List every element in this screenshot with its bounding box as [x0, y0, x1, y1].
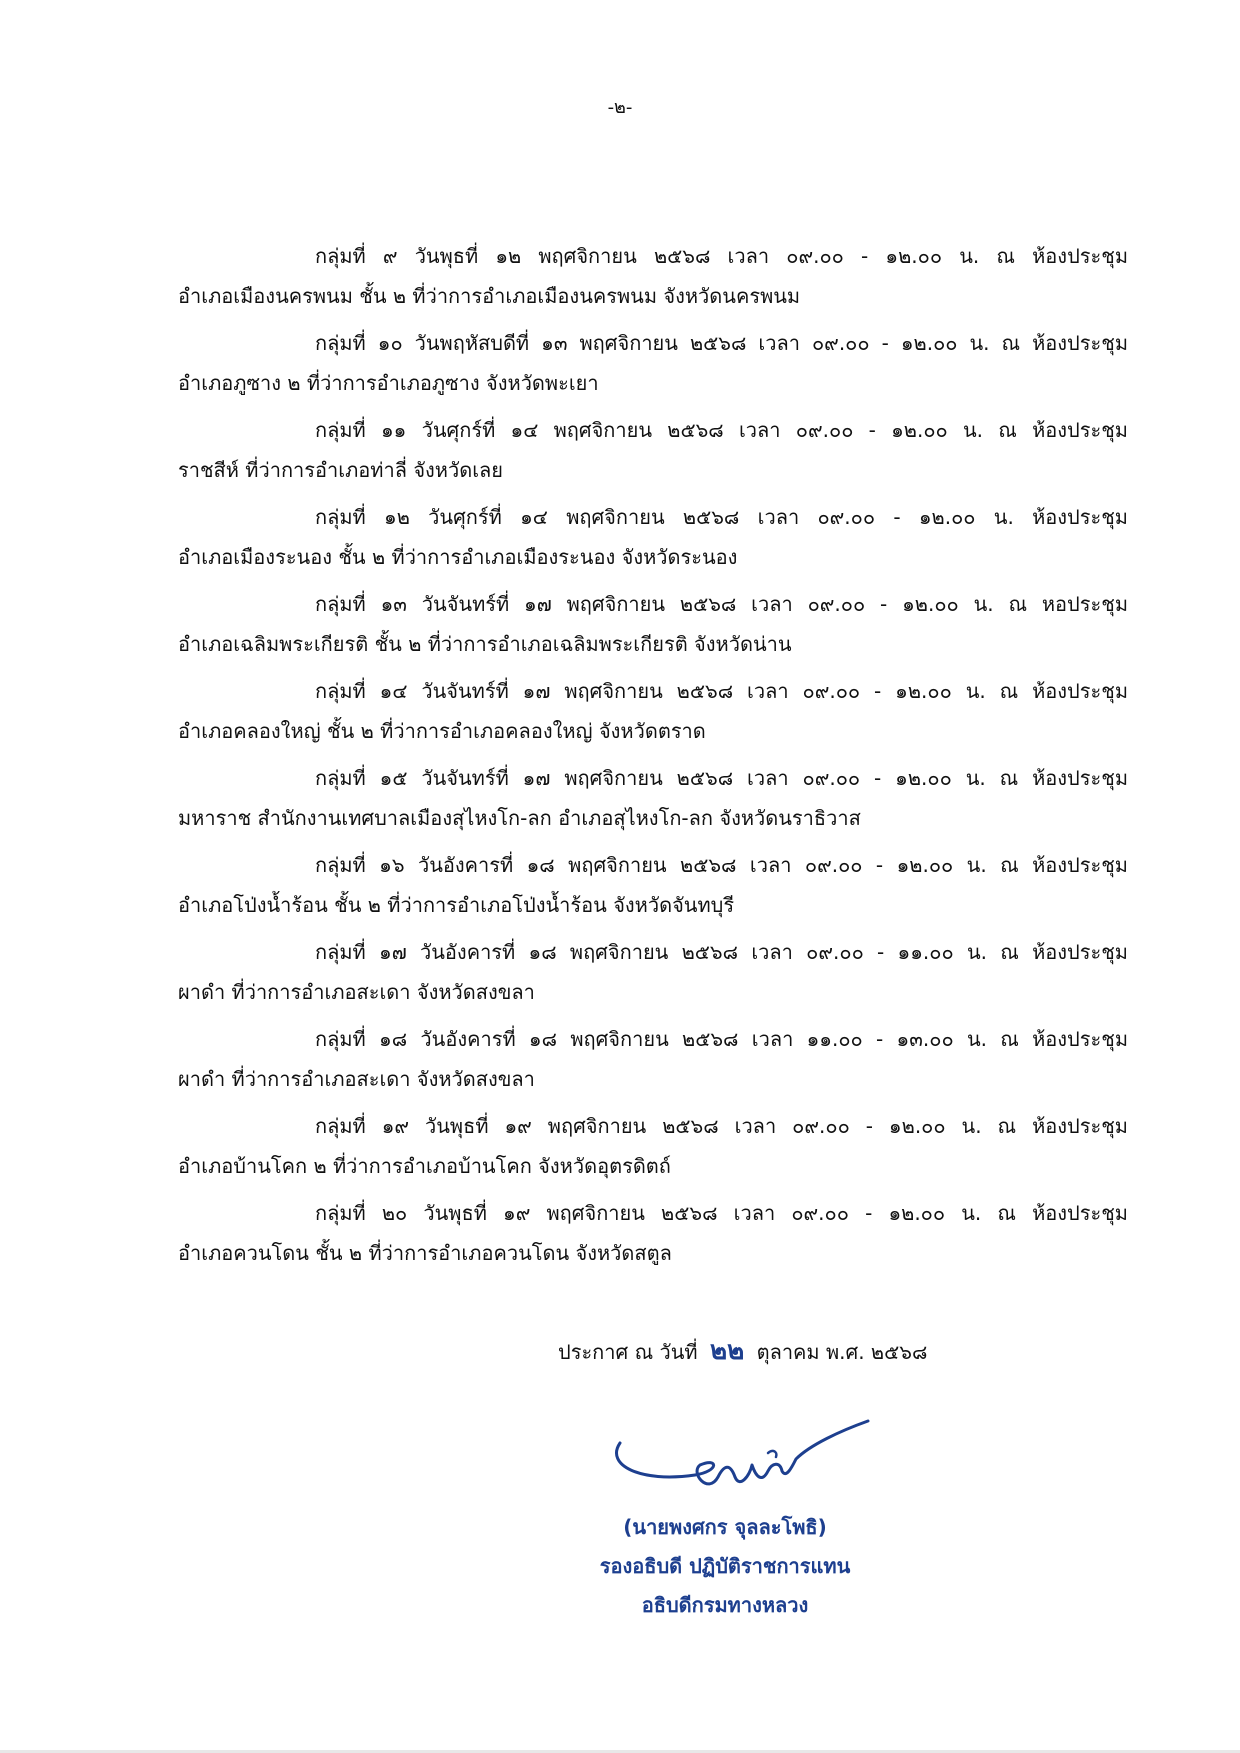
announcement-date — [558, 1330, 927, 1371]
schedule-item — [178, 584, 1128, 671]
schedule-item — [178, 1193, 1128, 1280]
schedule-line-2: อำเภอควนโดน ชั้น ๒ ที่ว่าการอำเภอควนโดน จังหวัดสตูล — [178, 1241, 672, 1265]
schedule-line-2: ผาดำ ที่ว่าการอำเภอสะเดา จังหวัดสงขลา — [178, 980, 535, 1004]
schedule-item — [178, 671, 1128, 758]
schedule-line-1: กลุ่มที่ ๑๓ วันจันทร์ที่ ๑๗ พฤศจิกายน ๒๕๖๘ เวลา ๐๙.๐๐ - ๑๒.๐๐ น. ณ หอประชุม — [315, 592, 1128, 616]
announcement-day: ๒๒ — [709, 1336, 745, 1366]
signer-block — [560, 1508, 890, 1625]
schedule-line-1: กลุ่มที่ ๑๕ วันจันทร์ที่ ๑๗ พฤศจิกายน ๒๕๖๘ เวลา ๐๙.๐๐ - ๑๒.๐๐ น. ณ ห้องประชุม — [315, 766, 1128, 790]
schedule-line-2: อำเภอเฉลิมพระเกียรติ ชั้น ๒ ที่ว่าการอำเภอเฉลิมพระเกียรติ จังหวัดน่าน — [178, 632, 792, 656]
signer-name: (นายพงศกร จุลละโพธิ) — [623, 1515, 827, 1539]
schedule-list — [178, 236, 1128, 1280]
schedule-line-2: อำเภอภูซาง ๒ ที่ว่าการอำเภอภูซาง จังหวัดพะเยา — [178, 371, 599, 395]
schedule-line-1: กลุ่มที่ ๑๒ วันศุกร์ที่ ๑๔ พฤศจิกายน ๒๕๖๘ เวลา ๐๙.๐๐ - ๑๒.๐๐ น. ห้องประชุม — [315, 505, 1128, 529]
page-number: -๒- — [607, 97, 633, 118]
schedule-line-2: มหาราช สำนักงานเทศบาลเมืองสุไหงโก-ลก อำเภอสุไหงโก-ลก จังหวัดนราธิวาส — [178, 806, 861, 830]
schedule-item — [178, 236, 1128, 323]
schedule-line-1: กลุ่มที่ ๑๘ วันอังคารที่ ๑๘ พฤศจิกายน ๒๕๖๘ เวลา ๑๑.๐๐ - ๑๓.๐๐ น. ณ ห้องประชุม — [315, 1027, 1128, 1051]
schedule-line-2: อำเภอคลองใหญ่ ชั้น ๒ ที่ว่าการอำเภอคลองใหญ่ จังหวัดตราด — [178, 719, 706, 743]
schedule-line-1: กลุ่มที่ ๑๗ วันอังคารที่ ๑๘ พฤศจิกายน ๒๕๖๘ เวลา ๐๙.๐๐ - ๑๑.๐๐ น. ณ ห้องประชุม — [315, 940, 1128, 964]
schedule-line-1: กลุ่มที่ ๑๐ วันพฤหัสบดีที่ ๑๓ พฤศจิกายน ๒๕๖๘ เวลา ๐๙.๐๐ - ๑๒.๐๐ น. ณ ห้องประชุม — [315, 331, 1128, 355]
schedule-line-1: กลุ่มที่ ๑๙ วันพุธที่ ๑๙ พฤศจิกายน ๒๕๖๘ เวลา ๐๙.๐๐ - ๑๒.๐๐ น. ณ ห้องประชุม — [315, 1114, 1128, 1138]
announcement-suffix: ตุลาคม พ.ศ. ๒๕๖๘ — [756, 1340, 928, 1364]
schedule-line-2: ราชสีห์ ที่ว่าการอำเภอท่าลี่ จังหวัดเลย — [178, 458, 504, 482]
handwritten-signature — [600, 1405, 880, 1515]
schedule-item — [178, 758, 1128, 845]
announcement-prefix: ประกาศ ณ วันที่ — [558, 1340, 698, 1364]
schedule-item — [178, 410, 1128, 497]
schedule-line-1: กลุ่มที่ ๑๔ วันจันทร์ที่ ๑๗ พฤศจิกายน ๒๕๖๘ เวลา ๐๙.๐๐ - ๑๒.๐๐ น. ณ ห้องประชุม — [315, 679, 1128, 703]
schedule-item — [178, 845, 1128, 932]
schedule-item — [178, 1019, 1128, 1106]
schedule-line-2: อำเภอเมืองนครพนม ชั้น ๒ ที่ว่าการอำเภอเมืองนครพนม จังหวัดนครพนม — [178, 284, 801, 308]
signer-position: รองอธิบดี ปฏิบัติราชการแทน — [599, 1554, 851, 1578]
schedule-line-1: กลุ่มที่ ๑๖ วันอังคารที่ ๑๘ พฤศจิกายน ๒๕๖๘ เวลา ๐๙.๐๐ - ๑๒.๐๐ น. ณ ห้องประชุม — [315, 853, 1128, 877]
schedule-item — [178, 1106, 1128, 1193]
signer-department: อธิบดีกรมทางหลวง — [641, 1593, 809, 1617]
schedule-line-2: อำเภอบ้านโคก ๒ ที่ว่าการอำเภอบ้านโคก จังหวัดอุตรดิตถ์ — [178, 1154, 671, 1178]
schedule-line-1: กลุ่มที่ ๙ วันพุธที่ ๑๒ พฤศจิกายน ๒๕๖๘ เวลา ๐๙.๐๐ - ๑๒.๐๐ น. ณ ห้องประชุม — [315, 244, 1128, 268]
schedule-line-2: อำเภอเมืองระนอง ชั้น ๒ ที่ว่าการอำเภอเมืองระนอง จังหวัดระนอง — [178, 545, 738, 569]
schedule-line-2: ผาดำ ที่ว่าการอำเภอสะเดา จังหวัดสงขลา — [178, 1067, 535, 1091]
schedule-line-1: กลุ่มที่ ๒๐ วันพุธที่ ๑๙ พฤศจิกายน ๒๕๖๘ เวลา ๐๙.๐๐ - ๑๒.๐๐ น. ณ ห้องประชุม — [315, 1201, 1128, 1225]
schedule-line-2: อำเภอโป่งน้ำร้อน ชั้น ๒ ที่ว่าการอำเภอโป่งน้ำร้อน จังหวัดจันทบุรี — [178, 893, 735, 917]
schedule-item — [178, 932, 1128, 1019]
schedule-item — [178, 497, 1128, 584]
schedule-item — [178, 323, 1128, 410]
schedule-line-1: กลุ่มที่ ๑๑ วันศุกร์ที่ ๑๔ พฤศจิกายน ๒๕๖๘ เวลา ๐๙.๐๐ - ๑๒.๐๐ น. ณ ห้องประชุม — [315, 418, 1128, 442]
